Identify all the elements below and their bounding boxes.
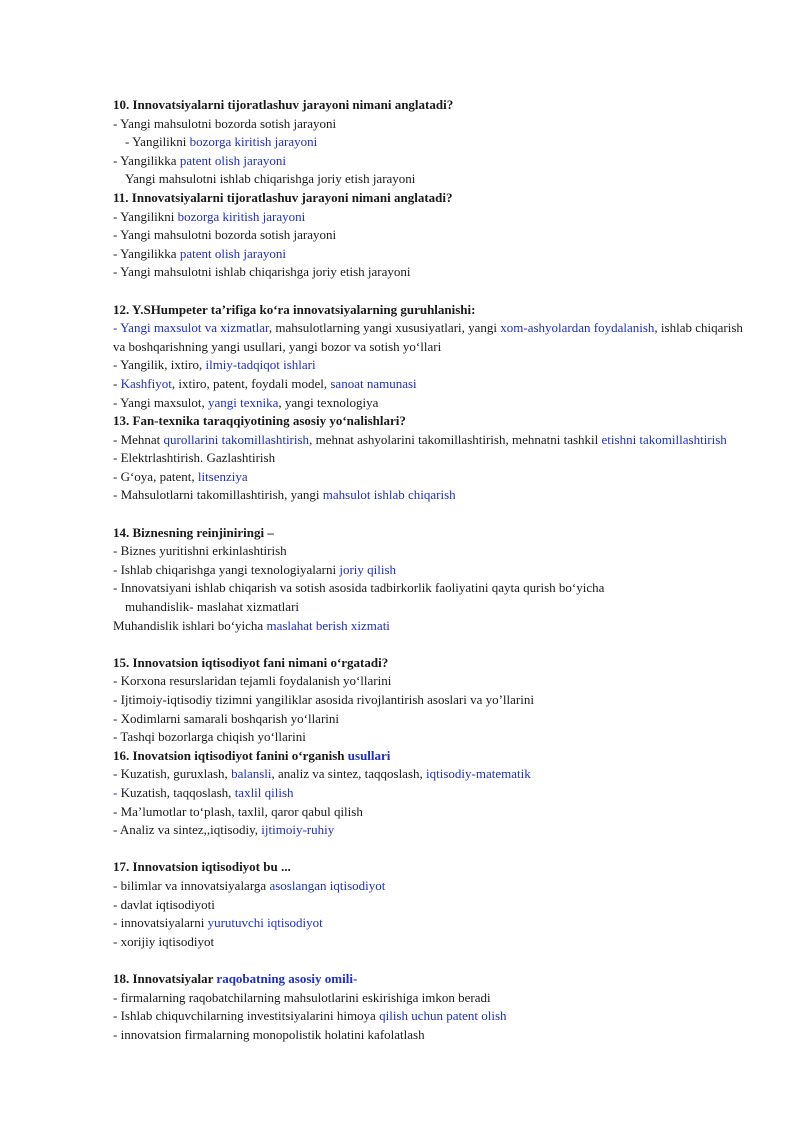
question-heading bbox=[113, 96, 753, 115]
text-run: - Yangilikka bbox=[113, 245, 180, 261]
answer-line bbox=[113, 617, 753, 636]
text-run: - Ijtimoiy-iqtisodiy tizimni yangiliklar asosida rivojlantirish asoslari va yo’llarini bbox=[113, 692, 534, 707]
text-run: 11. Innovatsiyalarni tijoratlashuv jarayoni nimani anglatadi? bbox=[113, 189, 453, 205]
highlighted-text: joriy qilish bbox=[339, 561, 397, 577]
answer-line bbox=[113, 245, 753, 264]
highlighted-text: qurollarini takomillashtirish bbox=[163, 431, 310, 447]
answer-line bbox=[113, 765, 753, 784]
text-run: - Elektrlashtirish. Gazlashtirish bbox=[113, 450, 276, 466]
highlighted-text: Kashfiyot bbox=[120, 375, 172, 391]
text-run: - Yangilik, ixtiro, bbox=[113, 357, 206, 373]
answer-line bbox=[113, 1007, 753, 1026]
answer-line bbox=[113, 710, 753, 729]
answer-line bbox=[113, 598, 753, 617]
answer-line bbox=[113, 803, 753, 822]
highlighted-text: maslahat berish xizmati bbox=[266, 617, 390, 633]
blank-line bbox=[113, 840, 753, 859]
highlighted-text: - bbox=[113, 784, 121, 800]
text-run: - Tashqi bozorlarga chiqish yo‘llarini bbox=[113, 729, 306, 745]
answer-line bbox=[113, 989, 753, 1008]
highlighted-text: qilish uchun patent olish bbox=[379, 1008, 507, 1024]
answer-line bbox=[113, 579, 753, 598]
question-heading bbox=[113, 524, 753, 543]
text-run: , mehnat ashyolarini takomillashtirish, mehnatni tashkil bbox=[309, 431, 602, 447]
highlighted-text: sanoat namunasi bbox=[330, 375, 417, 391]
answer-line bbox=[113, 1026, 753, 1045]
text-run: 13. Fan-texnika taraqqiyotining asosiy yo‘nalishlari? bbox=[113, 413, 406, 429]
text-run: 10. Innovatsiyalarni tijoratlashuv jarayoni nimani anglatadi? bbox=[113, 97, 454, 112]
text-run: - Kuzatish, guruxlash, bbox=[113, 766, 232, 782]
answer-line bbox=[113, 486, 753, 505]
text-run: - Yangi mahsulotni ishlab chiqarishga joriy etish jarayoni bbox=[113, 264, 411, 280]
highlighted-text: bozorga kiritish jarayoni bbox=[177, 208, 306, 224]
text-run: - Ishlab chiqarishga yangi texnologiyalarni bbox=[113, 561, 340, 577]
answer-line bbox=[113, 877, 753, 896]
text-run: - G‘oya, patent, bbox=[113, 468, 198, 484]
answer-line bbox=[113, 784, 753, 803]
text-run: - Yangilikni bbox=[125, 134, 190, 150]
text-run: - Analiz va sintez,,iqtisodiy, bbox=[113, 822, 262, 838]
question-heading bbox=[113, 654, 753, 673]
highlighted-text: yurutuvchi iqtisodiyot bbox=[207, 915, 323, 931]
answer-line bbox=[113, 431, 753, 450]
text-run: - Yangi maxsulot, bbox=[113, 394, 208, 410]
blank-line bbox=[113, 282, 753, 301]
highlighted-text: taxlil qilish bbox=[234, 784, 294, 800]
blank-line bbox=[113, 635, 753, 654]
answer-line bbox=[113, 468, 753, 487]
text-run: 14. Biznesning reinjiniringi – bbox=[113, 524, 274, 540]
text-run: , mahsulotlarning yangi xususiyatlari, yangi bbox=[268, 320, 501, 336]
text-run: - Korxona resurslaridan tejamli foydalanish yo‘llarini bbox=[113, 673, 392, 689]
answer-line bbox=[113, 226, 753, 245]
text-run: Yangi mahsulotni ishlab chiqarishga joriy etish jarayoni bbox=[125, 171, 416, 187]
text-run: - Yangi mahsulotni bozorda sotish jarayoni bbox=[113, 227, 337, 243]
text-run: , analiz va sintez, taqqoslash, bbox=[271, 766, 427, 782]
answer-line bbox=[113, 208, 753, 227]
answer-line bbox=[113, 672, 753, 691]
text-run: - Xodimlarni samarali boshqarish yo‘llarini bbox=[113, 710, 340, 726]
text-run: 16. Inovatsion iqtisodiyot fanini o‘rganish bbox=[113, 747, 348, 763]
text-run: - Mahsulotlarni takomillashtirish, yangi bbox=[113, 487, 323, 503]
highlighted-text: patent olish jarayoni bbox=[179, 245, 286, 261]
highlighted-text: yangi texnika bbox=[207, 394, 279, 410]
text-run: - innovatsiyalarni bbox=[113, 915, 208, 931]
answer-line bbox=[113, 449, 753, 468]
text-run: 12. Y.SHumpeter ta’rifiga ko‘ra innovatsiyalarning guruhlanishi: bbox=[113, 301, 476, 317]
highlighted-text: usullari bbox=[347, 747, 391, 763]
answer-line bbox=[113, 691, 753, 710]
answer-line bbox=[113, 133, 753, 152]
text-run: - davlat iqtisodiyoti bbox=[113, 896, 215, 912]
text-run: - Yangilikni bbox=[113, 208, 178, 224]
highlighted-text: raqobatning asosiy omili- bbox=[216, 970, 358, 986]
question-heading bbox=[113, 858, 753, 877]
text-run: , ishlab chiqarish va boshqarishning yangi usullari, yangi bozor va sotish yo‘llari bbox=[113, 320, 743, 354]
text-run: - Biznes yuritishni erkinlashtirish bbox=[113, 543, 287, 559]
answer-line bbox=[113, 561, 753, 580]
highlighted-text: patent olish jarayoni bbox=[179, 152, 286, 168]
answer-line bbox=[113, 356, 753, 375]
text-run: , ixtiro, patent, foydali model, bbox=[171, 375, 331, 391]
text-run: - Mehnat bbox=[113, 431, 164, 447]
answer-line bbox=[113, 170, 753, 189]
question-heading bbox=[113, 189, 753, 208]
highlighted-text: iqtisodiy-matematik bbox=[426, 766, 531, 782]
highlighted-text: asoslangan iqtisodiyot bbox=[269, 877, 386, 893]
highlighted-text: etishni takomillashtirish bbox=[601, 431, 727, 447]
answer-line bbox=[113, 152, 753, 171]
answer-line bbox=[113, 821, 753, 840]
highlighted-text: ilmiy-tadqiqot ishlari bbox=[205, 357, 316, 373]
blank-line bbox=[113, 505, 753, 524]
question-heading bbox=[113, 412, 753, 431]
answer-line bbox=[113, 896, 753, 915]
highlighted-text: ijtimoiy-ruhiy bbox=[261, 822, 335, 838]
question-heading bbox=[113, 747, 753, 766]
text-run: - Yangilikka bbox=[113, 152, 180, 168]
question-heading bbox=[113, 301, 753, 320]
text-run: - firmalarning raqobatchilarning mahsulotlarini eskirishiga imkon beradi bbox=[113, 989, 491, 1005]
text-run: - Innovatsiyani ishlab chiqarish va sotish asosida tadbirkorlik faoliyatini qayta qurish bo‘yicha bbox=[113, 580, 605, 596]
text-run: - Ma’lumotlar to‘plash, taxlil, qaror qabul qilish bbox=[113, 803, 363, 819]
highlighted-text: mahsulot ishlab chiqarish bbox=[322, 487, 456, 503]
answer-line bbox=[113, 933, 753, 952]
text-run: - Yangi mahsulotni bozorda sotish jarayoni bbox=[113, 115, 337, 131]
highlighted-text: bozorga kiritish jarayoni bbox=[189, 134, 318, 150]
text-run: 15. Innovatsion iqtisodiyot fani nimani o‘rgatadi? bbox=[113, 654, 389, 670]
highlighted-text: xom-ashyolardan foydalanish bbox=[500, 320, 655, 336]
text-run: - bbox=[113, 375, 121, 391]
document-page bbox=[113, 96, 753, 1044]
answer-line bbox=[113, 728, 753, 747]
highlighted-text: - Yangi maxsulot va xizmatlar bbox=[113, 320, 269, 336]
text-run: muhandislik- maslahat xizmatlari bbox=[125, 599, 300, 615]
highlighted-text: litsenziya bbox=[197, 468, 248, 484]
answer-line bbox=[113, 115, 753, 134]
highlighted-text: balansli bbox=[231, 766, 272, 782]
text-run: - innovatsion firmalarning monopolistik holatini kafolatlash bbox=[113, 1026, 425, 1042]
text-run: 17. Innovatsion iqtisodiyot bu ... bbox=[113, 859, 291, 875]
text-run: Muhandislik ishlari bo‘yicha bbox=[113, 617, 267, 633]
answer-line bbox=[113, 319, 753, 356]
answer-line bbox=[113, 394, 753, 413]
text-run: - xorijiy iqtisodiyot bbox=[113, 933, 215, 949]
text-run: Kuzatish, taqqoslash, bbox=[120, 784, 235, 800]
question-heading bbox=[113, 970, 753, 989]
text-run: - Ishlab chiquvchilarning investitsiyalarini himoya bbox=[113, 1008, 380, 1024]
answer-line bbox=[113, 263, 753, 282]
text-run: , yangi texnologiya bbox=[278, 394, 379, 410]
answer-line bbox=[113, 542, 753, 561]
blank-line bbox=[113, 951, 753, 970]
text-run: 18. Innovatsiyalar bbox=[113, 970, 217, 986]
answer-line bbox=[113, 914, 753, 933]
answer-line bbox=[113, 375, 753, 394]
text-run: - bilimlar va innovatsiyalarga bbox=[113, 877, 270, 893]
